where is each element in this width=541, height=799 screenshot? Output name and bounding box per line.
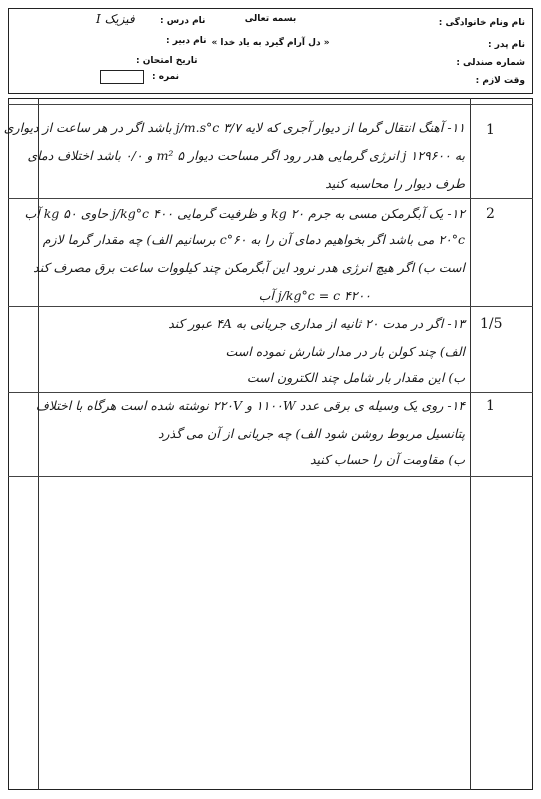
question-divider <box>8 198 533 199</box>
teacher-label: نام دبیر : <box>166 36 207 46</box>
question-sheet <box>8 98 533 790</box>
question-line: ۱۳- اگر در مدت ۲۰ ثانیه از مداری جریانی به ۴A عبور کند <box>168 316 465 331</box>
question-divider <box>8 392 533 393</box>
subject-value: فیزیک I <box>96 12 135 26</box>
student-name-label: نام ونام خانوادگی : <box>438 18 525 28</box>
question-line: است ب) اگر هیچ انرژی هدر نرود این آبگرمکن چند کیلووات ساعت برق مصرف کند <box>33 260 465 275</box>
question-line: به ۱۲۹۶۰۰ j انرژی گرمایی هدر رود اگر مساحت دیوار ۵ m² و ۰/۰ باشد اختلاف دمای <box>27 148 465 163</box>
score-column-divider <box>470 98 471 790</box>
question-score: 2 <box>486 206 495 222</box>
question-line: ۱۱- آهنگ انتقال گرما از دیوار آجری که لایه ۳/۷ j/m.s°c باشد اگر در هر ساعت از دیواری <box>3 120 465 135</box>
question-line: پتانسیل مربوط روشن شود الف) چه جریانی از آن می گذرد <box>157 426 465 441</box>
question-line: ب) مقاومت آن را حساب کنید <box>309 452 465 467</box>
question-score: 1 <box>486 398 495 414</box>
grade-box <box>100 70 144 84</box>
question-line: طرف دیوار را محاسبه کنید <box>325 176 465 191</box>
subject-label: نام درس : <box>160 16 206 26</box>
seat-number-label: شماره صندلی : <box>456 58 525 68</box>
question-line: ب) این مقدار بار شامل چند الکترون است <box>246 370 465 385</box>
question-divider <box>8 104 533 105</box>
header-motto: « دل آرام گیرد به یاد خدا » <box>211 38 330 48</box>
header-title: بسمه تعالی <box>244 14 297 24</box>
question-line: ۱۲- یک آبگرمکن مسی به جرم ۲۰ kg و ظرفیت گرمایی ۴۰۰ j/kg°c حاوی ۵۰ kg آب <box>24 206 465 221</box>
question-score: 1/5 <box>480 316 503 332</box>
question-divider <box>8 306 533 307</box>
exam-date-label: تاریخ امتحان : <box>136 56 198 66</box>
question-line: ۴۲۰۰ j/kg°c = c آب <box>258 288 371 303</box>
time-label: وقت لازم : <box>475 76 525 86</box>
question-line: الف) چند کولن بار در مدار شارش نموده است <box>225 344 465 359</box>
grade-label: نمره : <box>152 72 180 82</box>
question-score: 1 <box>486 122 495 138</box>
question-line: ۲۰°c می باشد اگر بخواهیم دمای آن را به ۶۰°c برسانیم الف) چه مقدار گرما لازم <box>42 232 465 247</box>
father-name-label: نام پدر : <box>488 40 525 50</box>
margin-column-divider <box>38 98 39 790</box>
question-line: ۱۴- روی یک وسیله ی برقی عدد ۱۱۰۰W و ۲۲۰V نوشته شده است هرگاه با اختلاف <box>35 398 465 413</box>
question-divider <box>8 476 533 477</box>
